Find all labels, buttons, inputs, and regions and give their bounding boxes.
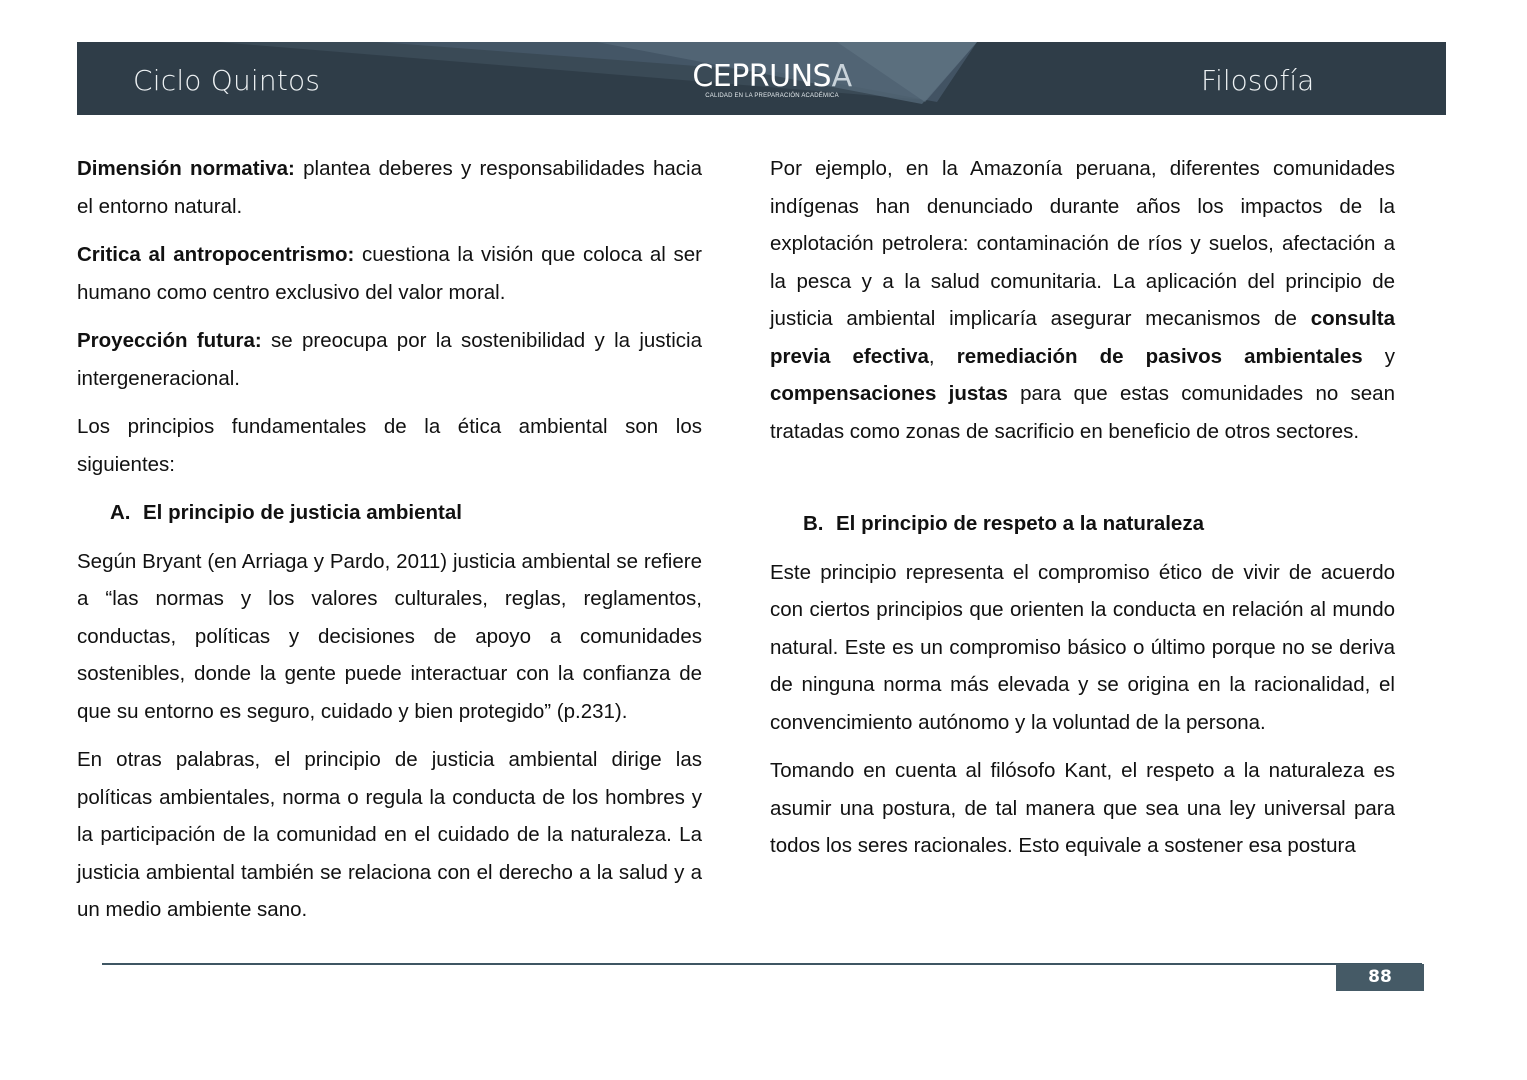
paragraph-proyeccion-futura xyxy=(77,322,702,397)
term-dimension-normativa: Dimensión normativa: xyxy=(77,157,295,180)
bold-compensaciones: compensaciones justas xyxy=(770,382,1008,405)
cycle-title: Ciclo Quintos xyxy=(133,64,321,97)
logo-text: CEPRUNS xyxy=(692,59,832,94)
ceprunsa-logo xyxy=(687,59,857,99)
section-heading-a xyxy=(110,494,702,532)
subject-title: Filosofía xyxy=(1201,64,1315,97)
logo-tagline: CALIDAD EN LA PREPARACIÓN ACADÉMICA xyxy=(705,93,839,99)
paragraph-text: cuestiona la visión que coloca al ser humano como centro exclusivo del valor moral. xyxy=(77,243,702,304)
bold-consulta-previa: consulta previa efectiva xyxy=(770,307,1395,368)
paragraph-bryant-quote: Según Bryant (en Arriaga y Pardo, 2011) justicia ambiental se refiere a “las normas y los valores culturales, reglas, reglamentos, conductas, políticas y decisiones de apoyo a comunidades sostenibles, donde la gente puede interactuar con la confianza de que su entorno es seguro, cuidado y bien protegido” (p.231). xyxy=(77,549,702,723)
paragraph-kant: Tomando en cuenta al filósofo Kant, el respeto a la naturaleza es asumir una postura, de tal manera que sea una ley universal para todos los seres racionales. Esto equivale a sostener esa postura xyxy=(770,759,1395,857)
footer-divider xyxy=(102,963,1422,965)
heading-text: El principio de justicia ambiental xyxy=(143,501,462,524)
left-column xyxy=(77,150,702,940)
paragraph-text: plantea deberes y responsabilidades hacia el entorno natural. xyxy=(77,157,702,218)
spacer xyxy=(770,461,1395,505)
paragraph-amazonia-example xyxy=(770,150,1395,450)
paragraph-respeto-naturaleza: Este principio representa el compromiso ético de vivir de acuerdo con ciertos principios que orienten la conducta en relación al mundo natural. Este es un compromiso básico o último porque no se deriva de ninguna norma más elevada y se origina en la racionalidad, el convencimiento autónomo y la voluntad de la persona. xyxy=(770,560,1395,734)
paragraph-principios-intro: Los principios fundamentales de la ética ambiental son los siguientes: xyxy=(77,415,702,476)
paragraph-text: para que estas comunidades no sean tratadas como zonas de sacrificio en beneficio de otros sectores. xyxy=(770,382,1395,443)
paragraph-justicia-ambiental: En otras palabras, el principio de justicia ambiental dirige las políticas ambientales, norma o regula la conducta de los hombres y la participación de la comunidad en el cuidado de la naturaleza. La justicia ambiental también se relaciona con el derecho a la salud y a un medio ambiente sano. xyxy=(77,748,702,921)
paragraph-text: se preocupa por la sostenibilidad y la justicia intergeneracional. xyxy=(77,329,702,390)
page-number-badge: 88 xyxy=(1336,964,1424,991)
bold-remediacion: remediación de pasivos ambientales xyxy=(956,344,1363,368)
paragraph-text: , xyxy=(928,344,957,368)
section-heading-b xyxy=(803,505,1395,543)
paragraph-text: Por ejemplo, en la Amazonía peruana, diferentes comunidades indígenas han denunciado durante años los impactos de la explotación petrolera: contaminación de ríos y suelos, afectación a la pesca y a la salud comunitaria. La aplicación del principio de justicia ambiental implicaría asegurar mecanismos de xyxy=(770,157,1395,330)
paragraph-critica-antropocentrismo xyxy=(77,236,702,311)
right-column xyxy=(770,150,1395,876)
heading-text: El principio de respeto a la naturaleza xyxy=(836,512,1204,535)
paragraph-text: y xyxy=(1362,344,1395,368)
term-proyeccion-futura: Proyección futura: xyxy=(77,329,262,352)
heading-letter: A. xyxy=(110,501,131,524)
page-header xyxy=(77,42,1446,115)
paragraph-dimension-normativa xyxy=(77,150,702,225)
logo-accent-letter: A xyxy=(831,59,852,94)
term-critica-antropocentrismo: Critica al antropocentrismo: xyxy=(77,243,355,266)
heading-letter: B. xyxy=(803,512,824,535)
